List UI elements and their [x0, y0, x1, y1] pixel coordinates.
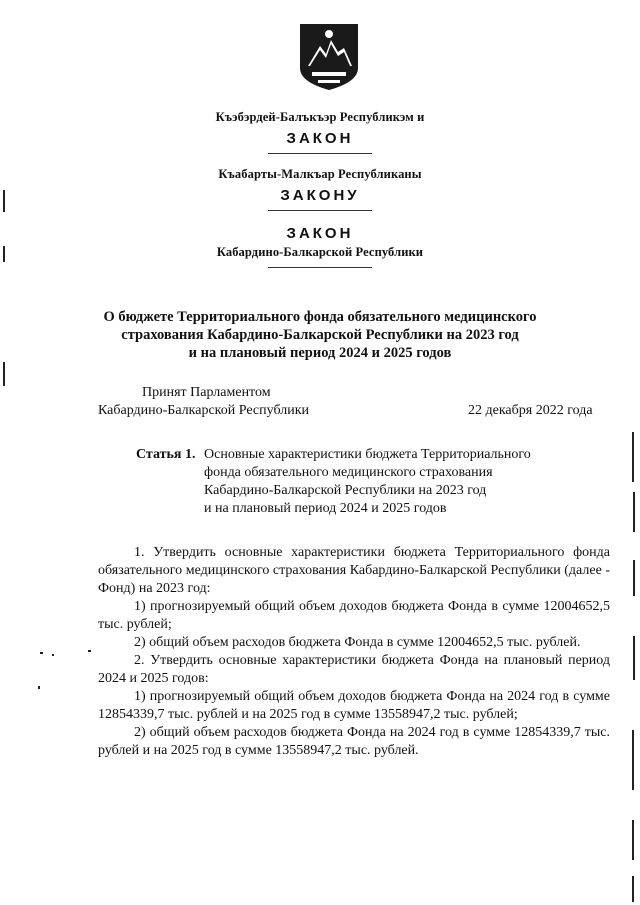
karachay-law-heading: ЗАКОНУ [280, 187, 360, 204]
paragraph: 2) общий объем расходов бюджета Фонда на 2024 год в сумме 12854339,7 тыс. рублей и на 2025 год в сумме 13558947,2 тыс. рублей. [98, 725, 610, 758]
paragraph: 1) прогнозируемый общий объем доходов бюджета Фонда на 2024 год в сумме 12854339,7 тыс. рублей и на 2025 год в сумме 13558947,2 тыс. рублей; [98, 689, 610, 722]
scan-mark [3, 362, 5, 386]
article-title-line: Кабардино-Балкарской Республики на 2023 год [204, 483, 487, 498]
article-title-line: и на плановый период 2024 и 2025 годов [204, 501, 447, 516]
emblem-icon [298, 22, 360, 92]
karachay-republic-heading: Къабарты-Малкъар Республиканы [218, 167, 422, 181]
scan-mark [632, 730, 634, 790]
title-line: и на плановый период 2024 и 2025 годов [188, 345, 452, 361]
article-title-line: Основные характеристики бюджета Территориального [204, 447, 531, 462]
adopted-by: Принят Парламентом [142, 385, 271, 400]
kabardian-law-heading: ЗАКОН [286, 130, 354, 147]
scan-speck [88, 650, 91, 652]
article-label: Статья 1. [136, 447, 196, 462]
scan-speck [40, 652, 43, 654]
scan-mark [633, 492, 635, 532]
scan-mark [632, 876, 634, 902]
article-title-line: фонда обязательного медицинского страхования [204, 465, 493, 480]
scan-mark [3, 190, 5, 212]
divider [268, 153, 372, 154]
coat-of-arms-emblem [298, 22, 360, 92]
title-line: страхования Кабардино-Балкарской Республики на 2023 год [121, 327, 519, 343]
document-title [0, 308, 640, 362]
title-line: О бюджете Территориального фонда обязательного медицинского [103, 309, 537, 325]
scan-speck [52, 654, 54, 656]
adopted-date: 22 декабря 2022 года [468, 403, 593, 418]
paragraph: 1) прогнозируемый общий объем доходов бюджета Фонда в сумме 12004652,5 тыс. рублей; [98, 599, 610, 632]
scan-speck [38, 686, 40, 689]
divider [268, 210, 372, 211]
paragraph: 1. Утвердить основные характеристики бюджета Территориального фонда обязательного медицинского страхования Кабардино-Балкарской Республики (далее - Фонд) на 2023 год: [98, 545, 610, 596]
adopted-by-parliament: Кабардино-Балкарской Республики [98, 403, 309, 418]
scan-mark [633, 636, 635, 680]
russian-republic-heading: Кабардино-Балкарской Республики [216, 245, 424, 259]
scan-mark [633, 560, 635, 596]
paragraph: 2) общий объем расходов бюджета Фонда в сумме 12004652,5 тыс. рублей. [134, 635, 581, 650]
paragraph: 2. Утвердить основные характеристики бюджета Фонда на плановый период 2024 и 2025 годов: [98, 653, 610, 686]
russian-law-heading: ЗАКОН [286, 225, 354, 242]
divider [268, 267, 372, 268]
article-title [204, 446, 531, 518]
scan-mark [632, 432, 634, 482]
scan-mark [3, 246, 5, 262]
scan-mark [632, 820, 634, 860]
kabardian-republic-heading: Къэбэрдей-Балъкъэр Республикэм и [215, 110, 425, 124]
body-text [98, 544, 610, 760]
